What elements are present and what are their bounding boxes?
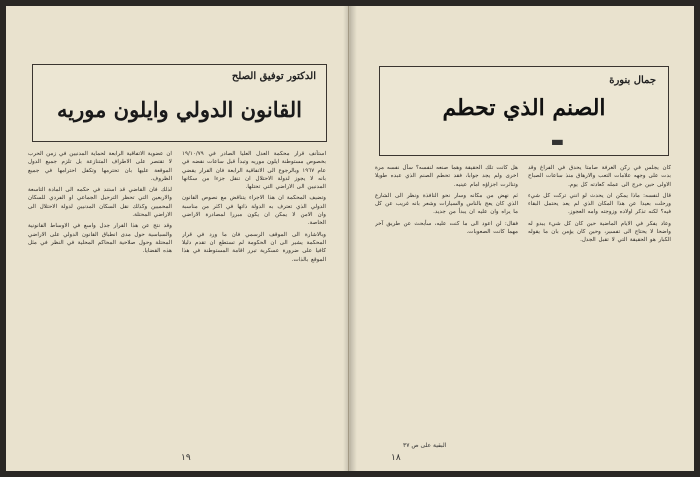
continued-note: البقية على ص ٣٧ — [403, 442, 447, 449]
right-page-number: ١٨ — [391, 453, 401, 463]
left-author: الدكتور توفيق الصلح — [231, 71, 316, 82]
paragraph: فقال: لن اعود الى ما كنت عليه، سأبحث عن طريق آخر مهما كانت الصعوبات. — [375, 220, 518, 236]
left-article-title: القانون الدولي وايلون موريه — [57, 97, 302, 122]
right-column-left — [375, 164, 518, 452]
paragraph: لذلك فان القاضي قد استند في حكمه الى المادة التاسعة والاربعين التي تحظر الترحيل الجماعي او الفردي للسكان المحميين وكذلك نقل السكان المدنيين لدولة الاحتلال الى الاراضي المحتلة. — [28, 187, 172, 219]
left-column-left — [28, 150, 172, 450]
paragraph: كان يجلس في ركن الغرفة صامتا يحدق في الفراغ وقد بدت على وجهه علامات التعب والارهاق منذ ساعات الصباح الاولى حين خرج الى عمله كعادته كل يوم. — [528, 165, 671, 188]
paragraph: ثم نهض من مكانه وسار نحو النافذة ونظر الى الشارع الذي كان يعج بالناس والسيارات وشعر بانه غريب عن كل ما يراه وان عليه ان يبدأ من جديد. — [375, 192, 518, 216]
title-ornament: ▬ — [550, 134, 564, 150]
right-column-right — [528, 164, 671, 452]
left-page — [6, 6, 349, 471]
right-text-columns — [375, 164, 671, 452]
left-column-right — [182, 150, 326, 450]
left-page-number: ١٩ — [181, 453, 191, 463]
right-author: جمال بنورة — [609, 75, 656, 86]
paragraph: وبالاشارة الى الموقف الرسمي فان ما ورد في قرار المحكمة يشير الى ان الحكومة لم تستطع ان تقدم دليلا كافيا على ضرورة عسكرية تبرر اقامة المستوطنة في هذا الموقع بالذات. — [182, 231, 326, 263]
paragraph: استأنف قرار محكمة العدل العليا الصادر في ١٩/١٠/٧٩ بخصوص مستوطنة ايلون موريه وتبدأ قبل ساعات نقضه في عام ١٩٦٧ وبالرجوع الى الاتفاقية الرابعة فان القرار يقضي بانه لا يجوز لدولة الاحتلال ان تنقل جزءا من سكانها المدنيين الى الاراضي التي تحتلها. — [182, 151, 326, 191]
paragraph: هل كانت تلك الحقيقة وهما صنعه لنفسه؟ سأل نفسه مرة اخرى ولم يجد جوابا، فقد تحطم الصنم الذي عبده طويلا وتناثرت اجزاؤه امام عينيه. — [375, 165, 518, 188]
right-story-title: الصنم الذي تحطم — [442, 95, 606, 121]
paragraph: وقد نتج عن هذا القرار جدل واسع في الاوساط القانونية والسياسية حول مدى انطباق القانون الدولي على الاراضي المحتلة وحول صلاحية المحاكم المحلية في النظر في مثل هذه القضايا. — [28, 223, 172, 255]
paragraph: ان عضوية الاتفاقية الرابعة لحماية المدنيين في زمن الحرب لا تقتصر على الاطراف المتنازعة بل تلزم جميع الدول الموقعة عليها بان تحترمها وتكفل احترامها في جميع الظروف. — [28, 151, 172, 182]
magazine-spread — [6, 6, 694, 471]
right-title-box — [379, 66, 669, 156]
left-title-box — [32, 64, 327, 142]
left-text-columns — [28, 150, 326, 450]
paragraph: قال لنفسه: ماذا يمكن ان يحدث لو انني تركت كل شيء ورحلت بعيدا عن هذا المكان الذي لم يعد يحتمل البقاء فيه؟ لكنه تذكر اولاده وزوجته وامه العجوز. — [528, 192, 671, 216]
paragraph: وعاد يفكر في الايام الماضية حين كان كل شيء يبدو له واضحا لا يحتاج الى تفسير، وحين كان يؤمن بان ما يقوله الكبار هو الحقيقة التي لا تقبل الجدل. — [528, 220, 671, 244]
right-page — [351, 6, 694, 471]
paragraph: وتضيف المحكمة ان هذا الاجراء يتناقض مع نصوص القانون الدولي الذي تعترف به الدولة ذاتها في اكثر من مناسبة وان الامن لا يمكن ان يكون مبررا لمصادرة الاراضي الخاصة. — [182, 195, 326, 227]
book-gutter — [343, 6, 357, 471]
